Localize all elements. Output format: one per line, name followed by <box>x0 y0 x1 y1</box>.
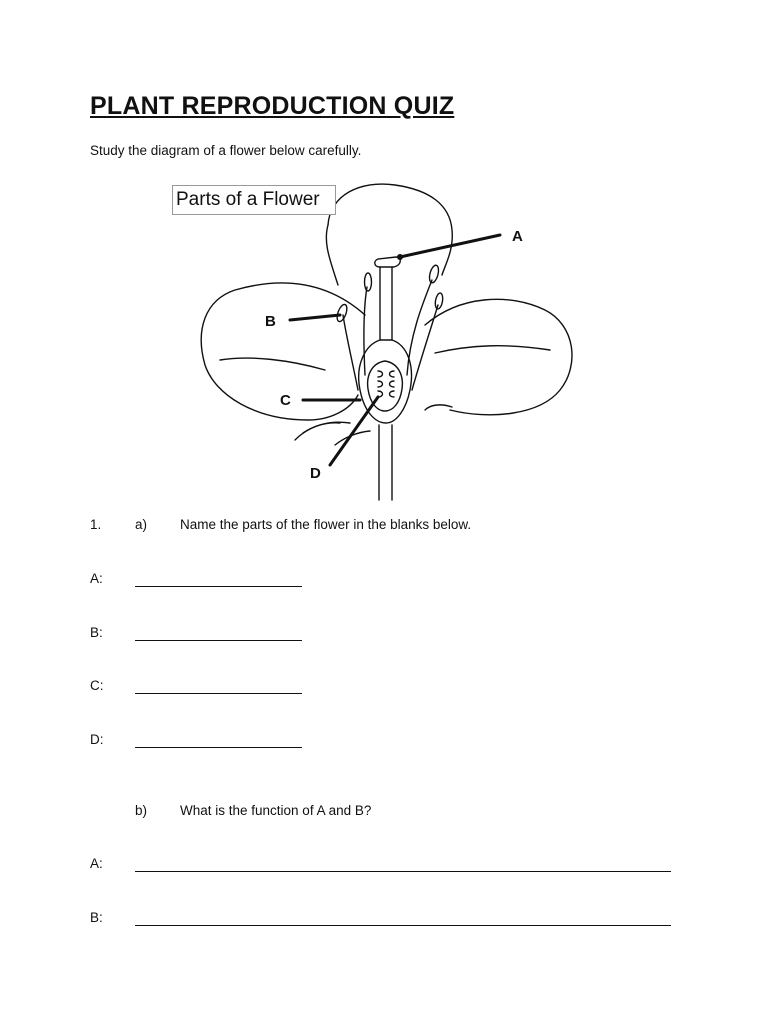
function-label-b: B: <box>90 910 103 925</box>
function-blank-b[interactable] <box>135 925 671 926</box>
answer-label-b: B: <box>90 625 103 640</box>
leader-line-d <box>330 397 378 465</box>
answer-label-d: D: <box>90 732 104 747</box>
part-b-letter: b) <box>135 803 148 818</box>
back-petal <box>328 184 452 275</box>
stigma <box>375 257 400 267</box>
function-label-a: A: <box>90 856 103 871</box>
right-petal <box>425 299 572 415</box>
leader-line-b <box>290 315 340 320</box>
part-a-letter: a) <box>135 517 148 532</box>
part-b-prompt: What is the function of A and B? <box>180 803 372 818</box>
label-a: A <box>512 228 523 245</box>
part-a-prompt: Name the parts of the flower in the blanks below. <box>180 517 472 532</box>
stamen-right-inner <box>407 280 432 375</box>
question-number: 1. <box>90 517 102 532</box>
stamen-right-outer <box>412 305 438 390</box>
answer-blank-c[interactable] <box>135 693 302 694</box>
stamen-left-inner <box>364 287 367 375</box>
label-b: B <box>265 313 276 330</box>
answer-blank-b[interactable] <box>135 640 302 641</box>
instructions: Study the diagram of a flower below carefully. <box>90 143 362 158</box>
function-blank-a[interactable] <box>135 871 671 872</box>
answer-blank-d[interactable] <box>135 747 302 748</box>
flower-diagram <box>160 175 610 505</box>
answer-blank-a[interactable] <box>135 586 302 587</box>
label-d: D <box>310 465 321 482</box>
label-c: C <box>280 392 291 409</box>
diagram-title: Parts of a Flower <box>172 185 336 215</box>
stamen-left-outer <box>343 315 358 390</box>
page-title: PLANT REPRODUCTION QUIZ <box>90 92 455 120</box>
answer-label-a: A: <box>90 571 103 586</box>
answer-label-c: C: <box>90 678 104 693</box>
